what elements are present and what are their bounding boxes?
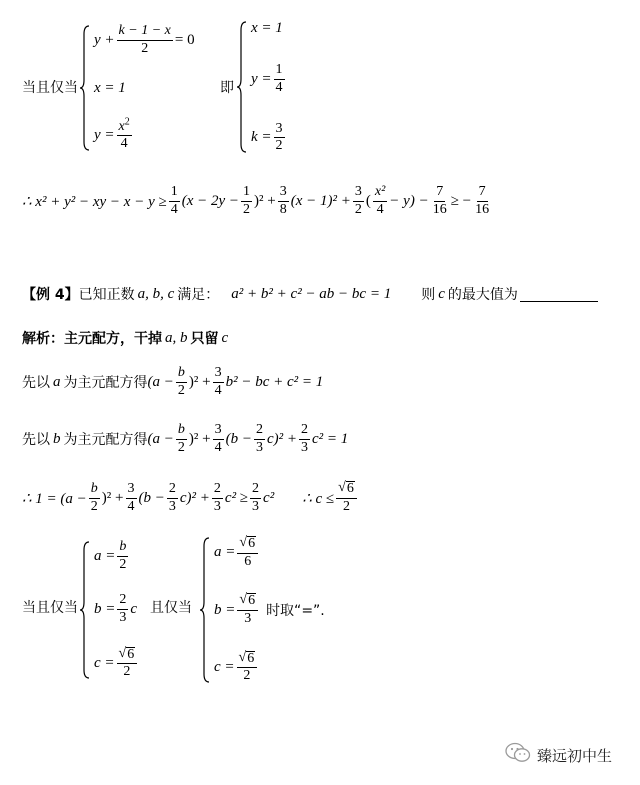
frac-den: 3 xyxy=(213,498,221,514)
left-brace xyxy=(80,24,90,152)
equation-row xyxy=(251,20,287,37)
eq-text: c = xyxy=(94,654,115,671)
frac-num: 3 xyxy=(126,482,137,499)
frac-num: k − 1 − x xyxy=(118,23,171,38)
frac-den: 4 xyxy=(127,498,135,514)
fraction xyxy=(126,482,137,514)
frac-den: 2 xyxy=(243,668,251,684)
left-brace xyxy=(80,540,90,680)
frac-den: 4 xyxy=(214,382,222,398)
fraction xyxy=(237,651,258,684)
example-text: 则 xyxy=(421,287,436,303)
eq-text: ∴ 1 = (a − xyxy=(22,490,87,507)
fraction xyxy=(473,185,491,217)
step-text: 为主元配方得 xyxy=(63,432,148,448)
eq-text: y = xyxy=(94,127,115,144)
fraction xyxy=(117,115,132,152)
frac-num: b xyxy=(119,539,127,554)
system-conditions-1 xyxy=(80,24,195,152)
system-rows xyxy=(94,540,139,680)
equation-row xyxy=(214,536,325,569)
eq-text: ≥ − xyxy=(450,192,472,209)
eq-text: (a − xyxy=(147,373,174,390)
example-text: 已知正数 xyxy=(78,287,135,303)
example-vars: a, b, c xyxy=(137,285,175,302)
frac-den: 4 xyxy=(376,201,384,217)
radicand: 6 xyxy=(346,481,354,497)
wechat-icon xyxy=(505,742,531,769)
frac-num: 7 xyxy=(434,185,445,202)
condition-lead: 当且仅当 xyxy=(22,80,78,96)
eq-text: c)² + xyxy=(179,489,210,506)
step-text: 先以 xyxy=(22,375,50,391)
eq-text: y + xyxy=(94,31,115,48)
frac-num: 1 xyxy=(169,185,180,202)
fraction xyxy=(299,423,310,455)
equation-row xyxy=(251,122,287,154)
system-rows xyxy=(214,536,325,684)
frac-num: 2 xyxy=(250,482,261,499)
eq-text: )² + xyxy=(254,192,276,209)
left-brace xyxy=(237,20,247,154)
frac-den: 4 xyxy=(275,79,283,95)
answer-blank xyxy=(520,287,598,302)
fraction xyxy=(169,185,180,217)
equation-row xyxy=(251,63,287,95)
frac-num: 7 xyxy=(477,185,488,202)
frac-num: x xyxy=(118,118,125,134)
frac-den: 4 xyxy=(214,439,222,455)
frac-den: 16 xyxy=(432,201,447,217)
step3-line xyxy=(22,478,359,518)
analysis-label: 解析：主元配方，干掉 xyxy=(22,331,162,347)
frac-den: 2 xyxy=(90,498,98,514)
system-conditions-2 xyxy=(80,540,139,680)
eq-text: (b − xyxy=(225,430,252,447)
eq-text: y = xyxy=(251,70,272,87)
eq-text: c² = 1 xyxy=(311,430,349,447)
eq-text: ( xyxy=(365,192,371,209)
eq-text: x = 1 xyxy=(251,20,283,36)
radicand: 6 xyxy=(127,646,135,662)
frac-num: 1 xyxy=(274,63,285,80)
equation-row xyxy=(94,540,139,572)
fraction xyxy=(336,481,357,514)
example-equation: a² + b² + c² − ab − bc = 1 xyxy=(231,285,392,302)
frac-den: 3 xyxy=(252,498,260,514)
system-rows xyxy=(251,20,287,154)
example-statement xyxy=(22,284,598,304)
fraction xyxy=(117,24,173,56)
eq-text: (b − xyxy=(138,489,165,506)
eq-text: c = xyxy=(214,658,235,675)
fraction xyxy=(274,63,285,95)
step1-line xyxy=(22,362,323,402)
eq-text: c² ≥ xyxy=(224,489,249,506)
eq-text: a = xyxy=(214,544,236,561)
frac-den: 2 xyxy=(342,499,350,514)
frac-den: 3 xyxy=(300,439,308,455)
equality-note: 时取“=”. xyxy=(266,603,325,619)
fraction xyxy=(167,482,178,514)
equation-row xyxy=(94,647,139,680)
eq-text: c)² + xyxy=(266,430,297,447)
frac-num: b xyxy=(177,421,185,437)
ji-label: 即 xyxy=(220,80,234,96)
equation-row xyxy=(94,80,195,97)
frac-num: b xyxy=(177,364,185,380)
fraction xyxy=(212,482,223,514)
equation-row xyxy=(94,115,195,152)
fraction xyxy=(237,536,258,569)
system-result-1 xyxy=(237,20,287,154)
exponent: 2 xyxy=(124,115,130,127)
system-rows xyxy=(94,24,195,152)
analysis-var: c xyxy=(221,329,229,346)
frac-num: 2 xyxy=(254,423,265,440)
frac-num: 2 xyxy=(299,423,310,440)
example-label: 【例 4】 xyxy=(22,287,79,303)
eq-text: k = xyxy=(251,129,272,146)
step-var: a xyxy=(53,373,61,390)
frac-num: 3 xyxy=(353,185,364,202)
equation-row xyxy=(94,24,195,56)
step2-line xyxy=(22,419,348,459)
frac-den: 2 xyxy=(275,138,283,154)
fraction xyxy=(254,423,265,455)
fraction xyxy=(176,366,187,398)
frac-num: x² xyxy=(374,183,386,199)
sqrt: √ 6 xyxy=(338,480,354,497)
frac-den: 2 xyxy=(354,201,362,217)
inequality-line xyxy=(22,181,493,221)
fraction xyxy=(89,482,100,514)
frac-den: 2 xyxy=(177,382,185,398)
frac-den: 2 xyxy=(119,556,127,572)
frac-num: 2 xyxy=(117,593,128,610)
eq-text: )² + xyxy=(188,430,211,447)
frac-den: 4 xyxy=(120,136,128,152)
sqrt: √ 6 xyxy=(118,645,135,662)
frac-den: 16 xyxy=(475,201,490,217)
frac-den: 3 xyxy=(255,439,263,455)
eq-text: (x − 2y − xyxy=(181,192,240,209)
eq-text: c² xyxy=(263,489,275,506)
example-text: 满足： xyxy=(177,287,220,303)
brand-watermark xyxy=(505,742,612,769)
fraction xyxy=(117,647,138,680)
frac-den: 8 xyxy=(279,201,287,217)
fraction xyxy=(250,482,261,514)
equation-row xyxy=(214,651,325,684)
analysis-text: 只留 xyxy=(190,331,219,347)
fraction xyxy=(274,122,285,154)
condition-lead-2: 且仅当 xyxy=(150,600,192,616)
sqrt: √ 6 xyxy=(238,649,255,666)
frac-den: 2 xyxy=(123,664,131,680)
frac-num: 1 xyxy=(241,185,252,202)
eq-text: )² + xyxy=(188,373,211,390)
step-text: 先以 xyxy=(22,432,50,448)
frac-num: 3 xyxy=(278,185,289,202)
fraction xyxy=(278,185,289,217)
eq-text: b = xyxy=(94,601,116,617)
analysis-vars: a, b xyxy=(165,329,188,346)
fraction xyxy=(353,185,364,217)
radicand: 6 xyxy=(248,593,256,609)
step-text: 为主元配方得 xyxy=(63,375,148,391)
fraction xyxy=(213,423,224,455)
eq-text: a = xyxy=(94,547,116,564)
frac-num: 3 xyxy=(213,423,224,440)
eq-text: = 0 xyxy=(174,31,195,48)
frac-num: 2 xyxy=(212,482,223,499)
analysis-line xyxy=(22,328,228,348)
frac-den: 2 xyxy=(177,439,185,455)
radicand: 6 xyxy=(248,536,256,551)
radicand: 6 xyxy=(247,650,255,666)
equation-row xyxy=(214,593,325,626)
eq-text: (a − xyxy=(147,430,174,447)
fraction xyxy=(176,423,187,455)
frac-num: b xyxy=(90,480,98,496)
brand-name: 臻远初中生 xyxy=(537,747,613,765)
frac-den: 2 xyxy=(243,201,251,217)
sqrt: √ 6 xyxy=(239,535,256,551)
eq-text: − y) − xyxy=(389,192,429,209)
frac-den: 3 xyxy=(119,610,127,625)
fraction xyxy=(373,185,387,217)
fraction xyxy=(213,366,224,398)
frac-den: 3 xyxy=(168,498,176,514)
eq-text: (x − 1)² + xyxy=(290,192,351,209)
eq-text: c xyxy=(130,601,138,617)
frac-num: 3 xyxy=(213,366,224,383)
frac-den: 4 xyxy=(170,201,178,217)
equation-row xyxy=(94,593,139,625)
eq-text: ∴ x² + y² − xy − x − y ≥ xyxy=(22,193,167,210)
fraction xyxy=(117,540,128,572)
eq-text: b = xyxy=(214,601,236,618)
eq-text: )² + xyxy=(101,489,124,506)
frac-num: 2 xyxy=(167,482,178,499)
frac-num: 3 xyxy=(274,122,285,139)
fraction xyxy=(431,185,449,217)
conclusion-text: ∴ c ≤ xyxy=(302,490,335,507)
system-result-2 xyxy=(200,536,325,684)
fraction xyxy=(241,185,252,217)
eq-text: x = 1 xyxy=(94,79,126,96)
frac-den: 3 xyxy=(244,611,252,626)
step-var: b xyxy=(53,430,61,447)
left-brace xyxy=(200,536,210,684)
fraction xyxy=(117,593,128,625)
eq-text: b² − bc + c² = 1 xyxy=(225,373,324,390)
frac-den: 6 xyxy=(244,553,252,569)
example-text: 的最大值为 xyxy=(447,287,518,303)
sqrt: √ 6 xyxy=(239,592,256,609)
condition-lead: 当且仅当 xyxy=(22,600,78,616)
fraction xyxy=(237,593,258,626)
example-var: c xyxy=(438,285,445,302)
frac-den: 2 xyxy=(141,40,149,56)
